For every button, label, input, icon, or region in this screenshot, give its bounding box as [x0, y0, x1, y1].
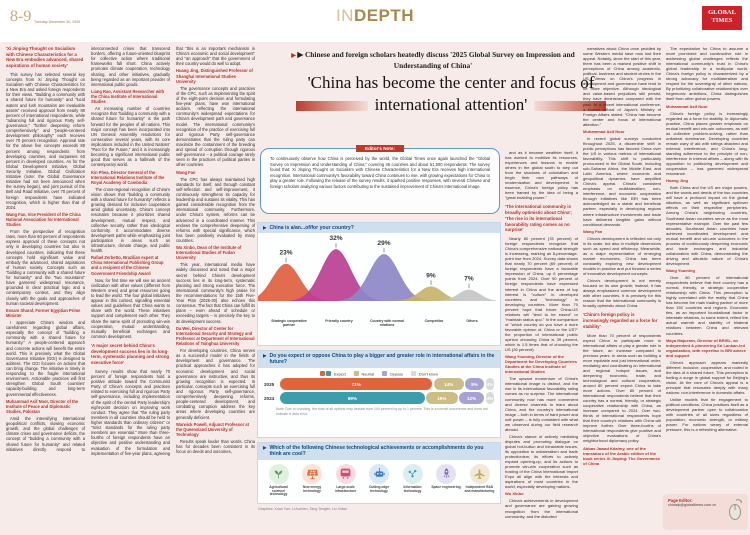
paragraph: Unlike models that tie engagement to political conditions, China positions itself as a development partner open to collaboration with countries of all sizes regardless of population, economic strength, or military power. For nations weary of external pressure, this is a refreshing alternative.: [666, 397, 748, 433]
tech-item: [330, 464, 361, 497]
logo-line1: GLOBAL: [708, 9, 736, 16]
chart1-title: ▶ China is a/an...of/for your country?: [258, 223, 500, 233]
section-title-depth: DEPTH: [353, 6, 415, 25]
author-name: Muhammad Asif Noor, Director of the Institute of Peace and Diplomatic Studies, Pakistan: [6, 398, 79, 414]
author-name: Wang Fan: [583, 228, 603, 234]
paragraph: Now, for first time we will see an ancient civilization with other values (different from Western ones) and great resources going to lead the world. The four global initiatives appear in this context, signalling essential values and guidelines that China wants to share with the world. These initiatives support and complement each other. They share the same spirit of promoting win-win cooperation, mutual understanding, mutually beneficial exchanges and common development.: [91, 277, 170, 339]
paragraph: The CPC has always maintained high standards for itself, and through constant self-reflection and self-improvement, it continuously strengthens its capacity for leadership and sustains its vitality. This has gained considerable recognition from the international community. Furthermore, under China's system, reforms can be advanced in a coordinated manner. This endows the comprehensive deepening of reforms with special significance, which has been positively evaluated by many countries.: [176, 176, 255, 243]
bell-category-label: Country with normal relations: [369, 319, 405, 328]
article-subhead: 'China's foreign policy is increasingly regarded as a force for stability': [583, 312, 658, 329]
paragraph: Survey results show that nearly 70 percent of foreign respondents hold a positive attitude toward the Communist Party of China's concepts and practices related to exercising full and rigorous Party self-governance, including implementation of the spirit of the central Party leadership's eight-point decision on improving work conduct. They agree that "the ruling party members in all countries should be held to higher standards than ordinary citizens" or "strict standards for the ruling party members are essential." More than three-fourths of foreign respondents have an objective and positive understanding and evaluation of the formulation and implementation of five-year plans, agreeing that "this is an important mechanism in China's economic and social development" and "an approach" that the government of their country would do well to adopt.: [91, 46, 255, 456]
chart2-title: ▶ Do you expect or oppose China to play a bigger and greater role in international affairs in the future?: [258, 351, 500, 368]
chart-panel-technology: [257, 442, 501, 504]
plant-icon: [269, 464, 289, 484]
solar-panel-icon: [302, 464, 322, 484]
author-name: Huang Jing: [666, 178, 689, 184]
logo-line2: TIMES: [711, 17, 733, 25]
kicker-text: ▶ Chinese and foreign scholars heatedly discuss '2025 Global Survey on Impression and Understanding of China': [297, 50, 575, 70]
tech-item-label: Large-scale infrastructure: [334, 484, 357, 493]
author-name: Wang Fan: [176, 169, 196, 175]
tech-item-label: Independent R&D and manufacturing: [464, 484, 495, 493]
paragraph: From the perspective of recognition rates, more than 60 percent of respondents express approval of these concepts not only in developing countries but also in developed countries, indicating that these concepts hold significant value and embody the advanced, shared aspirations of human society. Concepts such as "building a community with a shared future for humanity" and the "two mountains" have garnered widespread resonance, grounded in clear practical logic and a contemporary context, and they align closely with the goals and approaches of human societal development.: [6, 229, 85, 306]
airplane-icon: [470, 464, 490, 484]
paragraph: China's stance of actively mediating disputes and promoting dialogue on global hot-button and intractable issues, its opposition to unilateralism and trade protectionism, its efforts to actively expand opening-up, and its actions to promote win-win cooperation such as hosting of the China International Import Expo all align with the interests and aspirations of most countries in the world, especially developing nations.: [505, 433, 578, 490]
headline-line2: international attention': [374, 95, 528, 115]
bar-row: [264, 392, 494, 404]
legend-swatch-icon: [411, 371, 416, 376]
chart1-plot: [258, 235, 500, 319]
tech-item-label: Cutting-edge technology: [368, 484, 390, 493]
paragraph: and as it became wealthier itself, it has worked to mobilize its resources, experiences and lessons to enable others in the global south to step out from the shadows of colonialism and begin their own pathways of modernization and development. In essence, China's foreign policy has been framed by the idea of being a "great enabling power.": [505, 150, 578, 201]
bar-year-label: 2025: [264, 381, 275, 387]
tech-item: [397, 464, 428, 497]
bar-segment: 72%: [280, 378, 432, 390]
paragraph: This year, international media have widely discussed and noted that a major secret behind China's development success lies in its long-term, systematic planning and strong executive force. The international community's high praise for the recommendations for the 15th Five-Year Plan (2026-30) also echoes this consensus. The fact that China can fulfill its plans – even ahead of schedule or exceeding targets – is precisely the key to its development success.: [176, 262, 255, 324]
author-name: Kin Phea, Director General of the International Relations Institute of the Royal Academy of Cambodia: [91, 169, 165, 185]
editors-note-text: To continuously observe how China is perceived by the world, the Global Times once again launched the "Global Survey on Impression and Understanding of China," covering 46 countries and about 51,500 respondents. The survey found that: Xi Jinping Thought on Socialism with Chinese Characteristics for a New Era receives high international recognition. International community's favorability toward China continues to rise, with growing expectations for China to play a greater role. Following the release of the survey results, it sparked positive responses, with several Chinese and foreign scholars analyzing various factors contributing to the sustained improvement of China's international image.: [270, 156, 490, 190]
masthead: [0, 0, 750, 42]
chart-panel-expectation: [257, 350, 501, 438]
chart2-note: Note: Due to rounding, the total of all options may deviate from 100 percent by up to 1 percent. This is a normal occurrence and does not indicate a data error.: [276, 407, 488, 416]
author-name: Essam Sharaf, Former Egyptian Prime Minister: [6, 307, 81, 318]
section-title-in: IN: [335, 6, 354, 25]
author-name: Maya Majueran, Director of BRISL, an independent & pioneering Sri Lankan-led organization, with expertise in BRI advice and support: [666, 337, 746, 358]
bell-value-label: 29%: [377, 240, 391, 248]
paragraph: An increasing number of countries recognize that "building a community with a shared future for humanity" is the path forward for the peoples of all nations. This major concept has been incorporated into UN General Assembly resolutions for consecutive several years, with its core implications included in the United Nations' "Pact for the Future," and it is increasingly becoming a significant international public good that serves as a hallmark of the contemporary world.: [91, 106, 170, 168]
paragraph: The upward momentum of China's international image is distinct, and the rise in its international favorability rating comes as no surprise. The international community now has more convenient and diverse channels to learn about China, and the country's international image – both in terms of hard power and soft power – is fully consistent with what we observed during our field research abroad.: [505, 376, 578, 432]
legend-swatch-icon: [326, 371, 331, 376]
paragraph: China's development is not merely focused on its own growth; instead, it has always emphasized common development with other countries. It is precisely for this reason that the international community is broadly optimistic about China.: [583, 278, 661, 309]
author-name: Muhammad Asif Noor: [666, 103, 708, 109]
tech-item: [431, 464, 462, 497]
bar-segment: 9%: [465, 378, 484, 390]
author-name: Wu Xinbo, Dean of the Institute of International Studies of Fudan University: [176, 245, 242, 261]
author-name: Muhammad Asif Noor: [583, 128, 625, 134]
bar-segment: 14%: [434, 378, 464, 390]
paragraph: China's foreign policy is increasingly regarded as a force for stability. In diplomatic practice, China places greater emphasis on mutual benefit and win-win outcomes, as well as collective problem-solving, rather than unilateral dominance. Developing countries remain wary of aid with strings attached and external interference, and China's long-standing adherence to the principle of non-interference in internal affairs – along with its opposition to politicizing development and cooperation – has garnered widespread resonance.: [666, 110, 748, 177]
tech-item-label: New energy technology: [302, 484, 322, 493]
author-name: Huang Jing, Distinguished Professor of Shanghai International Studies University: [176, 68, 253, 84]
bell-value-label: 7%: [464, 276, 474, 284]
right-article-column-2: [583, 46, 661, 532]
paragraph: China's achievements in development and governance are gaining growing recognition from the international community, and the distorted: [505, 498, 578, 519]
legend-item: Don't know: [411, 371, 438, 377]
section-title: [0, 6, 750, 26]
bell-value-label: 32%: [329, 235, 343, 243]
article-subhead: 'Xi Jinping Thought on Socialism with Chinese Characteristics for a New Era embodies advanced, shared aspirations of human society': [6, 46, 84, 69]
bell-value-label: 23%: [279, 250, 293, 258]
chart-panel-relationship: [257, 222, 501, 346]
paragraph: I appreciate China's wisdom and carefulness regarding global affairs, especially the concept of "building a community with a shared future for humanity." A people-centered approach and concrete actions will benefit the entire world. This is precisely what the Global Governance Initiative (GGI) is designed to address. The GGI focuses on actions that can bring change. The initiative is timely in responding to the fragile international environment. Actionable practices will first strengthen Global South countries' capacity-building and long-term governmental effectiveness.: [6, 320, 85, 397]
bar-segment: 4%: [486, 378, 494, 390]
bell-curve-chart: [258, 235, 496, 319]
author-name: Wang Youming: [666, 267, 695, 273]
author-name: Wu Xinbo: [505, 491, 524, 497]
tech-item-label: Agricultural science/ technology: [269, 484, 288, 497]
bar-segment: 15%: [426, 392, 457, 404]
paragraph: Nearly 80 percent (78 percent) of foreign respondents recognize that China's comprehensive national strength is increasing, marking an 8-percentage-point rise from 2024. Survey data shows that nearly 70 percent (69 percent) of foreign respondents have a favorable impression of China, up 6 percentage points from 2024. Over 90 percent of foreign respondents have expressed interest in China and the area of top interest is "culture" in developed countries, and "technology" in developing countries. More than 70 percent hope that future China-US relations will "tend to be eased" or "maintain status quo." In the comparison of "which country do you have a more favorable opinion of, China or the US?" the proportion of international public opinion choosing China is 39 percent, which is 1.5 times that of choosing the US (26 percent).: [505, 236, 578, 353]
legend-swatch-icon: [382, 371, 387, 376]
paragraph: Both China and the US are major powers, and the words and deeds of the two countries will have a profound impact on the global situation, as well as significant spillover effects on their respective peripheries. Among China's neighboring countries, Southeast Asian countries serve as the most representative example. Over the past few decades, Southeast Asian countries have achieved coordinated development and mutual benefit and win-win outcomes in the process of continuously deepening economic and trade exchanges and industrial collaboration with China, demonstrating the driving and altruistic nature of China's development.: [666, 185, 748, 266]
kicker-arrow-icon: ▶: [291, 53, 298, 59]
page-editor-label: Page Editor:: [668, 498, 693, 503]
bar-row: [264, 378, 494, 390]
tech-item: [464, 464, 495, 497]
kicker: [268, 50, 598, 70]
circuit-brain-icon: [403, 464, 423, 484]
paragraph: narratives about China once peddled by some Western media have now lost their appeal. Notably, since the start of this year, there has been a marked positive shift in perceptions of China among academic, political, business and student circles in the US. Views on China's progress in development and governance have tend to be more objective. Although ideological and value-based prejudices still persist, they have diminished compared with the past. At a recent international conference, a former official of Japan's Ministry of Foreign Affairs stated: "China has become the center and focus of international attention.": [583, 46, 661, 127]
rocket-icon: [436, 464, 456, 484]
computer-mouse-icon: [728, 499, 744, 521]
legend-item: Expect: [320, 371, 346, 377]
paragraph: For developing countries, China serves as a successful model in the fields of development and governance. The practical approaches it has adopted for economic development and social governance are instructive, and thus its growing recognition is expected. In particular, concepts such as exercising full and rigorous Party self-governance, comprehensively deepening reforms, people-centered development, and combating corruption address the key areas where developing countries are generally deficient.: [176, 348, 255, 420]
legend-swatch-icon: [354, 371, 359, 376]
legend-swatch-icon: [320, 371, 325, 376]
train-icon: [336, 464, 356, 484]
bell-category-label: Competitor: [424, 319, 444, 324]
chart2-bars: [258, 378, 500, 404]
paragraph: Amid the intensifying international geopolitical conflicts, slowing economic growth, and the global challenges of climate crises and governance deficits, the concept of "building a community with a shared future for humanity" and related initiatives directly respond to interconnected crises that transcend borders, offering a future-oriented blueprint for collective action where traditional frameworks fall short. China actively promotes climate cooperation, technology sharing, and other initiatives, gradually being regarded as an important provider of international public goods.: [6, 46, 170, 452]
bell-value-label: 9%: [426, 272, 436, 280]
paragraph: China's development is reflected not only in its scale, but also in multiple dimensions such as speed and efficiency. Meanwhile, as a major representative of emerging market economies, China has been constantly exploring new development models in practice and put forward a series of innovative development concepts.: [583, 235, 661, 277]
chart-header-arrow-icon: ▶: [263, 445, 267, 450]
page-editor-box: [663, 494, 748, 530]
headline-line1: 'China has become the center and focus of: [307, 73, 595, 92]
tech-item: [263, 464, 294, 497]
bar-segment: 4%: [486, 392, 494, 404]
bar-segment: 12%: [459, 392, 484, 404]
bell-category-label: Others: [466, 319, 478, 324]
robot-icon: [369, 464, 389, 484]
bar-segment: 69%: [280, 392, 425, 404]
bar-year-label: 2024: [264, 395, 275, 401]
tech-item-label: Space engineering: [431, 484, 461, 489]
right-article-column-1: [505, 150, 578, 532]
bell-category-label: Strategic cooperative partner: [271, 319, 307, 328]
paragraph: The cross-regional recognition of China's vision shows that "building a community with a shared future for humanity" reflects a growing demand for inclusive cooperation amid global uncertainty. China's concept resonates because it prioritizes shared development, mutual respect, and collective security rather than ideological conformity. It accommodates diverse development paths while emphasizing joint participation in areas such as infrastructure, climate change, and public health.: [91, 186, 170, 254]
author-name: Rafael Zerbetto, Brazilian expert at China International Publishing Group and a recipient of the Chinese Government Friendship Award: [91, 255, 164, 276]
paragraph: In recent global surveys conducted throughout 2025, a discernible shift in public perceptions has favored China over the US in various metrics of international favorability. This shift is particularly pronounced in the Global South, including sub-Saharan Africa, the Middle East, and Latin America, where economic and geopolitical dynamics have amplified China's appeal. China's consistent emphasis on multilateralism, non-interference, and economic cooperation through initiatives like BRI has been acknowledged as a stable and beneficial partner, especially in developing regions where infrastructure investments and trade have delivered tangible gains without conditional demands.: [583, 135, 661, 227]
chart-header-arrow-icon: ▶: [263, 225, 267, 230]
paragraph: This survey has selected several key concepts from Xi Jinping Thought on Socialism with Chinese Characteristics for a New Era and asked foreign respondents for their views. "Building a community with a shared future for humanity" and "lucid waters and lush mountains are invaluable assets" received approval from nearly 80 percent of international respondents, while "advancing full and rigorous Party self-governance," "further deepening reform comprehensively," and "people-centered development philosophy" each receives over 70 percent recognition. Approval rate for the above five concepts exceeds 80 percent among respondents from developing countries, and surpasses 60 percent in developed countries. As for the Global Development Initiative, Global Security Initiative, Global Civilization Initiative (note: the Global Governance Initiative had not been announced when the survey began), and joint pursuit of the Belt and Road Initiative, over 70 percent of foreign respondents have indicated recognition, which is higher than that of 2024.: [6, 71, 85, 210]
date-line: Tuesday December 30, 2025: [34, 20, 81, 24]
author-name: Warwick Powell, Adjunct Professor at the Queensland University of Technology: [176, 421, 249, 437]
author-name: Liang Rao, Assistant Researcher with the China Institute of International Studies: [91, 88, 165, 105]
headline-gradient-bar-left: [296, 101, 368, 111]
legend-item: Neutral: [354, 371, 374, 377]
graphics-credit: Graphics: Xuan Yan, Li Aozhen, Tang Tengfei, Liu Xidan: [258, 507, 347, 511]
author-name: Abbas Jawad Kdaimy, one of the translators of the Arabic edition of the book series Xi Jinping: The Governance of China: [583, 445, 661, 466]
paragraph: More than 70 percent of respondents expect China to participate more in international affairs or play a greater role in the future, an increase compared to previous years. In areas such as building a more equitable and just international order, mediating and coordinating on international and regional hotspot issues, and deepening economic, trade, and technological and cultural cooperation, around 80 percent expect China to take more actions. Over 80 percent of international respondents believe that their country has a normal, friendly, or strategic cooperative relationship with China, an increase compared to 2024. Over two-thirds of international respondents hope that their country's relations with China will improve further. Over three-fourths of international respondents give positive and objective evaluations of China's neighborhood diplomacy policy.: [583, 332, 661, 444]
tech-item: [297, 464, 328, 497]
editors-note-box: [260, 148, 500, 214]
left-article-columns: [6, 46, 255, 532]
tech-item-label: Information technology: [403, 484, 422, 493]
author-name: Da Wei, Director of Center for International Security and Strategy and Professor at Department of International Relations of Tsinghua University: [176, 325, 255, 347]
paragraph: The expectation for China to assume a more prominent and constructive role in addressing global challenges reflects the international community's trust in China's global leadership in a multipolar world. China's foreign policy is characterized by a strong advocacy for multilateralism and respect for the sovereignty of other nations. By prioritizing collaborative relationships over hegemonic ambitions, China distinguishes itself from other global powers.: [666, 46, 748, 102]
right-article-column-3: [666, 46, 748, 490]
paragraph: Results speak louder than words. China has for decades been consistent in its focus on deeds and outcomes,: [176, 438, 255, 455]
article-subhead: 'The international community is broadly optimistic about China'; 'The rise in its international favorability rating comes as no surprise': [505, 204, 572, 233]
page-number: 8-9: [10, 8, 32, 25]
legend-item: Oppose: [382, 371, 403, 377]
chart3-items: [258, 460, 500, 499]
global-times-logo: [702, 6, 742, 30]
bell-category-label: Friendly country: [325, 319, 353, 324]
chart2-legend: [258, 371, 500, 377]
paragraph: Over 80 percent of international respondents believe that their country has a normal, friendly, or strategic cooperative relationship with China. This perception is highly correlated with the reality that China has become the main trading partner of more than 150 countries and regions. Economic ties, as an important foundational factor in interstate relations, to some extent, reflect the actual warmth and stability of bilateral relations between China and relevant countries.: [666, 275, 748, 336]
editors-note-label: Editor's Note:: [356, 145, 404, 152]
author-name: Wang Youming, Director of the Department for Developing Countries Studies at the China Institute of International Studies: [505, 354, 577, 375]
chart1-category-labels: [258, 319, 500, 334]
author-name: Wang Fan, Vice President of the China National Association for International Studies: [6, 211, 81, 228]
paragraph: The governance concepts and practices of the CPC, such as implementing the spirit of the eight-point decision and formulating five-year plans, have won international acclaim, reflecting the international community's widespread expectations for China's development path and governance model. The international community's recognition of the practice of exercising full and rigorous Party self-governance demonstrates that the ruling party can maximize the containment of the breeding and spread of corruption through rigorous self-governance – a political courage rarely seen in the practices of political parties in other countries.: [176, 85, 255, 168]
paragraph: China's approach appears markedly different: inclusive, cooperative, and rooted in the idea of a shared future. This perception is fueling a surge in global support for Beijing's vision. At the core of China's appeal is a principle that resonates deeply with many nations: non-interference in domestic affairs.: [666, 359, 748, 396]
chart-header-arrow-icon: ▶: [263, 353, 267, 358]
tech-item: [364, 464, 395, 497]
chart3-title: ▶ Which of the following Chinese technological achievements or accomplishments do you think are cool?: [258, 443, 500, 460]
article-subhead: 'A major secret behind China's development success lies in its long-term, systematic planning and strong executive force': [91, 343, 170, 366]
page-editor-email: chinaqi@globaltimes.com.cn: [668, 503, 717, 507]
